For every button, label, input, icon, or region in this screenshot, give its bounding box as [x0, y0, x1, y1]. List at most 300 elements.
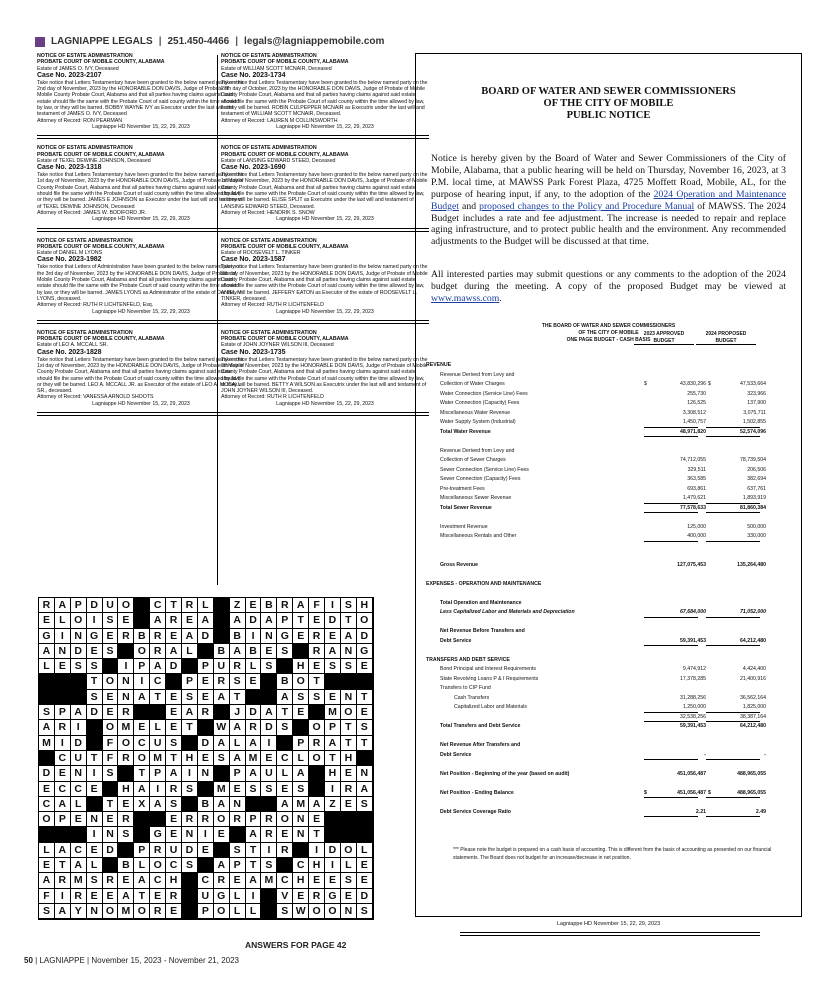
crossword-cell: O	[118, 598, 134, 613]
budget-2024-value: 71,052,000	[740, 609, 766, 615]
crossword-cell: E	[118, 613, 134, 628]
notice-body: Take notice that Letters Testamentary have been granted to the below named party on the 1st day of November, 2023 by the HONORABLE DON DAVIS, Judge of Probate of Mobile County Probate Court, Alabama and that all parties having claims against said estate should file the same with the Probate Court of said county within the time allowed by law, or they will be barred. LEO A. MCCALL JR. as Executor of the estate of LEO A. MCCALL SR., deceased.	[37, 356, 244, 395]
crossword-cell: A	[150, 613, 166, 628]
notice-heading: NOTICE OF ESTATE ADMINISTRATION	[221, 145, 317, 152]
budget-2024-value: 64,212,480	[740, 637, 766, 644]
budget-title-line-3: ONE PAGE BUDGET - CASH BASIS	[566, 337, 651, 343]
crossword-cell: O	[71, 613, 87, 628]
crossword-cell: W	[293, 904, 309, 919]
crossword-cell: S	[261, 782, 277, 797]
crossword-cell: S	[277, 904, 293, 919]
crossword-cell: O	[214, 812, 230, 827]
legal-notice	[37, 145, 245, 222]
budget-2023-value: 693,861	[687, 485, 706, 492]
budget-row	[426, 675, 776, 684]
budget-2024-value: 1,502,855	[742, 419, 766, 425]
crossword-cell: C	[55, 751, 71, 766]
crossword-cell: P	[325, 720, 341, 735]
budget-row	[426, 437, 776, 446]
budget-2024-value: 1,893,919	[742, 495, 766, 501]
crossword-black-square	[293, 720, 309, 735]
crossword-black-square	[341, 812, 357, 827]
crossword-cell: D	[357, 889, 373, 904]
crossword-black-square	[182, 873, 198, 888]
crossword-cell: T	[103, 797, 119, 812]
crossword-cell: E	[103, 812, 119, 827]
estate-name: Estate of JAMES O. IVY, Deceased	[37, 65, 119, 72]
crossword-cell: M	[71, 873, 87, 888]
budget-row	[426, 770, 776, 779]
notice-p2-text: All interested parties may submit questions or any comments to the adoption of the 2024 budget during the meeting. A copy of the proposed Budget may be viewed at	[431, 269, 786, 292]
crossword-cell: S	[246, 782, 262, 797]
budget-row	[426, 599, 776, 608]
budget-2023-value: 1,479,621	[682, 495, 706, 501]
crossword-cell: L	[246, 904, 262, 919]
budget-row-label: Net Position - Beginning of the year (based on audit)	[440, 770, 570, 777]
court-name: PROBATE COURT OF MOBILE COUNTY, ALABAMA	[221, 151, 349, 158]
crossword-cell: P	[134, 659, 150, 674]
crossword-cell: P	[293, 736, 309, 751]
crossword-cell: D	[87, 705, 103, 720]
crossword-cell: D	[357, 629, 373, 644]
crossword-cell: T	[150, 690, 166, 705]
notice-heading: NOTICE OF ESTATE ADMINISTRATION	[221, 329, 317, 336]
crossword-black-square	[103, 782, 119, 797]
crossword-cell: S	[103, 613, 119, 628]
crossword-black-square	[277, 736, 293, 751]
crossword-black-square	[39, 827, 55, 842]
budget-2023-value: 2.21	[695, 808, 706, 815]
crossword-cell: G	[357, 644, 373, 659]
crossword-cell: C	[150, 598, 166, 613]
crossword-cell: I	[261, 736, 277, 751]
page-number: 50	[24, 956, 33, 965]
crossword-cell: U	[214, 659, 230, 674]
publication-dates: Lagniappe HD November 15, 22, 29, 2023	[276, 308, 374, 315]
notice-p2-end: .	[499, 292, 502, 304]
budget-2024-value: 488,965,055	[737, 770, 766, 777]
crossword-cell: G	[277, 629, 293, 644]
crossword-black-square	[39, 674, 55, 689]
crossword-cell: D	[198, 629, 214, 644]
crossword-cell: C	[277, 873, 293, 888]
crossword-cell: U	[103, 598, 119, 613]
crossword-cell: H	[309, 858, 325, 873]
crossword-black-square	[325, 827, 341, 842]
crossword-cell: H	[182, 751, 198, 766]
notice-body: Take notice that Letters Testamentary have been granted to the below named party on the 1st day of November, 2023 by the HONORABLE DON DAVIS, Judge of Probate of Mobile County Probate Court, Alabama and that all parties having claims against said estate should file the same with the Probate Court of said county within the time allowed by law, or they will be barred. JAMES E JOHNSON as Executor under the last will and testament of TEXEL DEWINE JOHNSON, Deceased	[37, 172, 244, 210]
crossword-cell: E	[166, 690, 182, 705]
crossword-cell: L	[198, 598, 214, 613]
notice-and: and	[462, 200, 477, 212]
crossword-cell: L	[230, 904, 246, 919]
crossword-cell: C	[198, 873, 214, 888]
legal-notices-column-2	[221, 53, 429, 422]
budget-row	[426, 646, 776, 655]
budget-2024-value: 38,387,164	[740, 713, 766, 720]
crossword-cell: I	[87, 613, 103, 628]
budget-2024-value: 2.49	[755, 808, 766, 815]
crossword-cell: R	[261, 812, 277, 827]
crossword-cell: A	[230, 613, 246, 628]
crossword-cell: S	[87, 659, 103, 674]
crossword-cell: R	[309, 889, 325, 904]
crossword-cell: M	[261, 873, 277, 888]
crossword-cell: S	[71, 659, 87, 674]
crossword-cell: S	[214, 751, 230, 766]
crossword-black-square	[166, 674, 182, 689]
budget-row-label: TRANSFERS AND DEBT SERVICE	[426, 656, 510, 663]
crossword-cell: S	[357, 720, 373, 735]
crossword-cell: S	[182, 690, 198, 705]
crossword-cell: N	[87, 812, 103, 827]
crossword-cell: D	[87, 598, 103, 613]
budget-row-label: Net Revenue After Transfers and	[440, 742, 521, 748]
crossword-cell: E	[309, 812, 325, 827]
crossword-cell: R	[214, 674, 230, 689]
budget-row	[426, 589, 776, 598]
crossword-cell: L	[293, 751, 309, 766]
col-header-2023-line2: BUDGET	[653, 337, 675, 344]
notice-paragraph-1	[431, 153, 786, 248]
notice-title	[416, 86, 801, 122]
legal-notices-column-1	[37, 53, 245, 422]
crossword-cell: T	[230, 690, 246, 705]
budget-row	[426, 371, 776, 380]
header-separator: |	[158, 36, 162, 47]
crossword-cell: H	[293, 873, 309, 888]
crossword-cell: E	[230, 782, 246, 797]
crossword-cell: D	[325, 613, 341, 628]
crossword-cell: G	[87, 629, 103, 644]
crossword-cell: N	[118, 674, 134, 689]
crossword-cell: S	[261, 659, 277, 674]
crossword-cell: I	[55, 736, 71, 751]
notice-heading: NOTICE OF ESTATE ADMINISTRATION	[221, 53, 317, 59]
crossword-cell: D	[325, 843, 341, 858]
crossword-cell: M	[214, 782, 230, 797]
budget-2023-value: 329,511	[687, 466, 706, 473]
crossword-cell: G	[150, 827, 166, 842]
budget-link[interactable]: 2024 Operation and Maintenance Budget	[431, 188, 787, 212]
crossword-cell: O	[214, 904, 230, 919]
budget-row	[426, 447, 776, 456]
crossword-cell: C	[55, 782, 71, 797]
budget-2024-value: 330,000	[747, 533, 766, 539]
attorney-of-record: Attorney of Record: LAUREN M COLLINSWORTH	[221, 117, 338, 124]
crossword-cell: D	[39, 766, 55, 781]
budget-2024-value: 1,825,000	[742, 704, 766, 710]
crossword-black-square	[103, 858, 119, 873]
notice-p1-text-b: of MAWSS. The 2024 Budget includes a rate and fee adjustment. The increase is needed to repair and replace aging infrastructure, and to protect public health and the environment. Any recommended adjustments to the Budget will be discussed at that time.	[431, 200, 786, 248]
header-phone: 251.450-4466	[167, 36, 230, 47]
crossword-cell: O	[134, 644, 150, 659]
crossword-cell: L	[246, 659, 262, 674]
notice-body: Take notice that Letters Testamentary have been granted to the below named party on the 8th day of November, 2023 by the HONORABLE DON DAVIS, Judge of Probate of Mobile County Probate Court, Alabama and that all parties having claims against said estate should file the same with the Probate Court of said county within the time allowed by law, or they will be barred. JEFFERY EATON as Executor of the estate of ROOSEVELT L. TINKER, deceased.	[221, 264, 428, 302]
crossword-cell: S	[166, 797, 182, 812]
crossword-cell: R	[341, 782, 357, 797]
crossword-black-square	[71, 827, 87, 842]
crossword-cell: A	[134, 690, 150, 705]
estate-name: Estate of ROOSEVELT L. TINKER	[221, 250, 301, 257]
notice-divider	[37, 412, 245, 416]
crossword-cell: M	[325, 705, 341, 720]
budget-row-label: Transfers to CIP Fund	[440, 685, 491, 691]
crossword-cell: P	[55, 705, 71, 720]
crossword-cell: B	[118, 858, 134, 873]
crossword-cell: E	[341, 797, 357, 812]
notice-title-line-3: PUBLIC NOTICE	[566, 110, 651, 121]
crossword-cell: P	[55, 812, 71, 827]
crossword-cell: E	[87, 889, 103, 904]
crossword-cell: L	[55, 613, 71, 628]
crossword-cell: B	[230, 629, 246, 644]
budget-row	[426, 380, 776, 389]
crossword-cell: G	[325, 889, 341, 904]
crossword-cell: O	[309, 904, 325, 919]
crossword-black-square	[134, 705, 150, 720]
crossword-cell: S	[261, 858, 277, 873]
crossword-cell: R	[118, 705, 134, 720]
estate-name: Estate of WILLIAM SCOTT MCNAIR, Deceased	[221, 65, 332, 72]
notice-heading: NOTICE OF ESTATE ADMINISTRATION	[37, 237, 133, 244]
crossword-cell: E	[325, 629, 341, 644]
crossword-cell: T	[309, 827, 325, 842]
crossword-cell: A	[118, 889, 134, 904]
crossword-cell: E	[357, 873, 373, 888]
budget-row	[426, 390, 776, 399]
budget-row	[426, 361, 776, 370]
crossword-cell: I	[325, 598, 341, 613]
crossword-cell: R	[150, 629, 166, 644]
budget-2024-value: 637,761	[747, 485, 766, 492]
budget-2024-value: 3,075,711	[743, 409, 766, 416]
case-number: Case No. 2023-1587	[221, 256, 286, 264]
legal-notice	[221, 145, 429, 222]
court-name: PROBATE COURT OF MOBILE COUNTY, ALABAMA	[37, 336, 165, 343]
mawss-publication-rule	[460, 932, 760, 936]
crossword-cell: B	[261, 598, 277, 613]
case-number: Case No. 2023-1735	[221, 348, 286, 356]
crossword-cell: I	[261, 843, 277, 858]
crossword-cell: O	[341, 705, 357, 720]
crossword-cell: O	[103, 674, 119, 689]
crossword-cell: M	[118, 720, 134, 735]
publication-dates: Lagniappe HD November 15, 22, 29, 2023	[92, 308, 190, 315]
budget-row-label: Bond Principal and Interest Requirements	[440, 666, 537, 672]
crossword-cell: H	[293, 659, 309, 674]
budget-2024-value: 21,400,916	[740, 675, 766, 682]
crossword-cell: B	[277, 674, 293, 689]
budget-row-label: Water Connection (Capacity) Fees	[440, 400, 520, 406]
court-name: PROBATE COURT OF MOBILE COUNTY, ALABAMA	[221, 336, 349, 343]
attorney-of-record: Attorney of Record: RUTH R LICHTENFELD	[221, 394, 324, 401]
crossword-cell: E	[39, 613, 55, 628]
crossword-black-square	[261, 797, 277, 812]
crossword-cell: T	[55, 858, 71, 873]
header-email[interactable]: legals@lagniappemobile.com	[244, 36, 385, 47]
crossword-cell: L	[134, 858, 150, 873]
attorney-of-record: Attorney of Record: RUTH R LICHTENFELD, Esq.	[37, 302, 154, 309]
crossword-cell: B	[134, 629, 150, 644]
crossword-cell: I	[118, 659, 134, 674]
crossword-cell: E	[198, 751, 214, 766]
case-number: Case No. 2023-1690	[221, 164, 286, 172]
section-title: LAGNIAPPE LEGALS	[51, 36, 153, 47]
crossword-cell: E	[87, 843, 103, 858]
crossword-cell: A	[230, 720, 246, 735]
case-number: Case No. 2023-2107	[37, 71, 102, 79]
budget-2024-value: 81,860,384	[740, 504, 766, 511]
crossword-cell: F	[103, 736, 119, 751]
col-header-2024-line1: 2024 PROPOSED	[705, 331, 747, 337]
budget-2023-value: 400,000	[687, 533, 706, 539]
crossword-cell: P	[198, 659, 214, 674]
budget-row-label: Net Revenue Before Transfers and	[440, 628, 525, 634]
crossword-black-square	[214, 843, 230, 858]
budget-2024-value: 135,264,480	[737, 561, 766, 568]
crossword-cell: N	[182, 827, 198, 842]
crossword-cell: G	[39, 629, 55, 644]
crossword-black-square	[341, 674, 357, 689]
crossword-cell: O	[39, 812, 55, 827]
notice-divider	[221, 412, 429, 416]
crossword-cell: L	[87, 858, 103, 873]
crossword-cell: E	[357, 705, 373, 720]
crossword-cell: R	[150, 644, 166, 659]
notice-p1-text-a: Notice is hereby given by the Board of Water and Sewer Commissioners of the City of Mobile, Alabama, that a public hearing will be held on Thursday, November 16, 2023, at 3 P.M. local time, at MAWSS Park Forest Plaza, 4725 Moffett Road, Mobile, AL, for the purpose of hearing input, if any, to the adoption of the	[431, 153, 786, 200]
budget-2023-value: 77,578,633	[680, 504, 706, 511]
crossword-black-square	[55, 674, 71, 689]
budget-row	[426, 399, 776, 408]
crossword-black-square	[87, 720, 103, 735]
crossword-cell: R	[118, 751, 134, 766]
crossword-cell: C	[293, 858, 309, 873]
crossword-cell: N	[341, 644, 357, 659]
crossword-cell: A	[71, 858, 87, 873]
crossword-cell: A	[55, 904, 71, 919]
crossword-cell: W	[214, 720, 230, 735]
crossword-cell: T	[341, 720, 357, 735]
crossword-black-square	[55, 690, 71, 705]
crossword-cell: L	[39, 843, 55, 858]
crossword-cell: U	[166, 843, 182, 858]
crossword-cell: T	[87, 674, 103, 689]
crossword-cell: P	[71, 598, 87, 613]
crossword-black-square	[182, 889, 198, 904]
budget-row-label: Revenue Derived from Levy and	[440, 371, 515, 378]
crossword-cell: S	[230, 843, 246, 858]
crossword-cell: D	[246, 705, 262, 720]
header-separator: |	[235, 36, 239, 47]
legal-notice	[37, 53, 245, 130]
budget-row-label: Debt Service	[440, 637, 472, 644]
crossword-cell: A	[214, 797, 230, 812]
crossword-cell: B	[198, 797, 214, 812]
crossword-black-square	[198, 858, 214, 873]
budget-row-label: Cash Transfers	[454, 694, 490, 701]
budget-row	[426, 694, 776, 703]
budget-row-label: Less Capitalized Labor and Materials and Depreciation	[440, 609, 575, 615]
crossword-cell: E	[55, 659, 71, 674]
budget-2024-value: 137,900	[747, 400, 766, 406]
crossword-cell: R	[166, 889, 182, 904]
crossword-cell: A	[277, 690, 293, 705]
crossword-black-square	[39, 690, 55, 705]
crossword-cell: A	[166, 766, 182, 781]
crossword-cell: M	[293, 797, 309, 812]
crossword-cell: Z	[325, 797, 341, 812]
budget-2023-value: 451,056,487	[677, 789, 706, 796]
crossword-cell: L	[230, 736, 246, 751]
crossword-cell: E	[309, 873, 325, 888]
budget-2023-value: 74,712,055	[680, 457, 706, 463]
attorney-of-record: Attorney of Record: RUTH R LICHTENFELD	[221, 302, 324, 309]
crossword-cell: L	[150, 720, 166, 735]
crossword-cell: B	[246, 644, 262, 659]
crossword-cell: N	[198, 766, 214, 781]
crossword-cell: E	[103, 889, 119, 904]
crossword-cell: E	[293, 889, 309, 904]
notice-body: Take notice that Letters Testamentary have been granted to the below named party on the 27th day of October, 2023 by the HONORABLE DON DAVIS, Judge of Probate of Mobile County Probate Court, Alabama and that all parties having claims against said estate should file the same with the Probate Court of said county within the time allowed by law, or they will be barred. ROBIN CULPEPPER MCNAIR as Executrix under the last will and testament of WILLIAM SCOTT MCNAIR, Deceased.	[221, 79, 428, 118]
crossword-cell: A	[325, 736, 341, 751]
crossword-cell: H	[118, 782, 134, 797]
crossword-cell: S	[293, 782, 309, 797]
budget-2024-value: 52,574,096	[740, 428, 766, 435]
crossword-cell: R	[309, 736, 325, 751]
publication-dates: Lagniappe HD November 15, 22, 29, 2023	[276, 216, 374, 223]
crossword-cell: R	[309, 629, 325, 644]
crossword-black-square	[198, 644, 214, 659]
mawss-website-link[interactable]: www.mawss.com	[431, 292, 500, 304]
crossword-cell: N	[55, 644, 71, 659]
crossword-cell: N	[261, 629, 277, 644]
budget-row-label: State Revolving Loans P & I Requirements	[440, 675, 539, 682]
notice-body: Take notice that Letters of Administration have been granted to the below named party on the 3rd day of November, 2023 by the HONORABLE DON DAVIS, Judge of Probate of Mobile County Probate Court, Alabama and that all parties having claims against said estate should file the same with the Probate Court of said county within the time allowed by law, or they will be barred. JAMES LYONS as Administrator of the estate of DANIEL M LYONS, deceased.	[37, 264, 242, 302]
crossword-black-square	[198, 720, 214, 735]
crossword-black-square	[261, 690, 277, 705]
notice-divider	[221, 320, 429, 324]
col-header-2023	[634, 331, 694, 345]
crossword-cell: I	[182, 766, 198, 781]
crossword-cell: N	[87, 904, 103, 919]
crossword-cell: E	[166, 827, 182, 842]
crossword-cell: I	[198, 827, 214, 842]
crossword-black-square	[214, 766, 230, 781]
budget-2023-value: 59,391,453	[680, 637, 706, 644]
court-name: PROBATE COURT OF MOBILE COUNTY, ALABAMA	[37, 243, 165, 250]
crossword-cell: R	[166, 782, 182, 797]
crossword-black-square	[182, 797, 198, 812]
crossword-cell: O	[134, 904, 150, 919]
crossword-cell: A	[246, 827, 262, 842]
crossword-cell: P	[246, 812, 262, 827]
crossword-cell: O	[118, 736, 134, 751]
legal-notice	[37, 330, 245, 407]
crossword-cell: S	[357, 904, 373, 919]
policy-manual-link[interactable]: proposed changes to the Policy and Procedure Manual	[479, 200, 695, 212]
crossword-cell: O	[293, 674, 309, 689]
notice-divider	[221, 135, 429, 139]
notice-title-line-2: OF THE CITY OF MOBILE	[543, 98, 674, 109]
crossword-cell: A	[325, 644, 341, 659]
crossword-cell: E	[293, 705, 309, 720]
crossword-cell: A	[261, 613, 277, 628]
budget-row-label: Net Position - Ending Balance	[440, 789, 514, 796]
crossword-cell: E	[103, 690, 119, 705]
budget-2023-value: 3,308,512	[682, 409, 706, 416]
crossword-cell: R	[182, 598, 198, 613]
